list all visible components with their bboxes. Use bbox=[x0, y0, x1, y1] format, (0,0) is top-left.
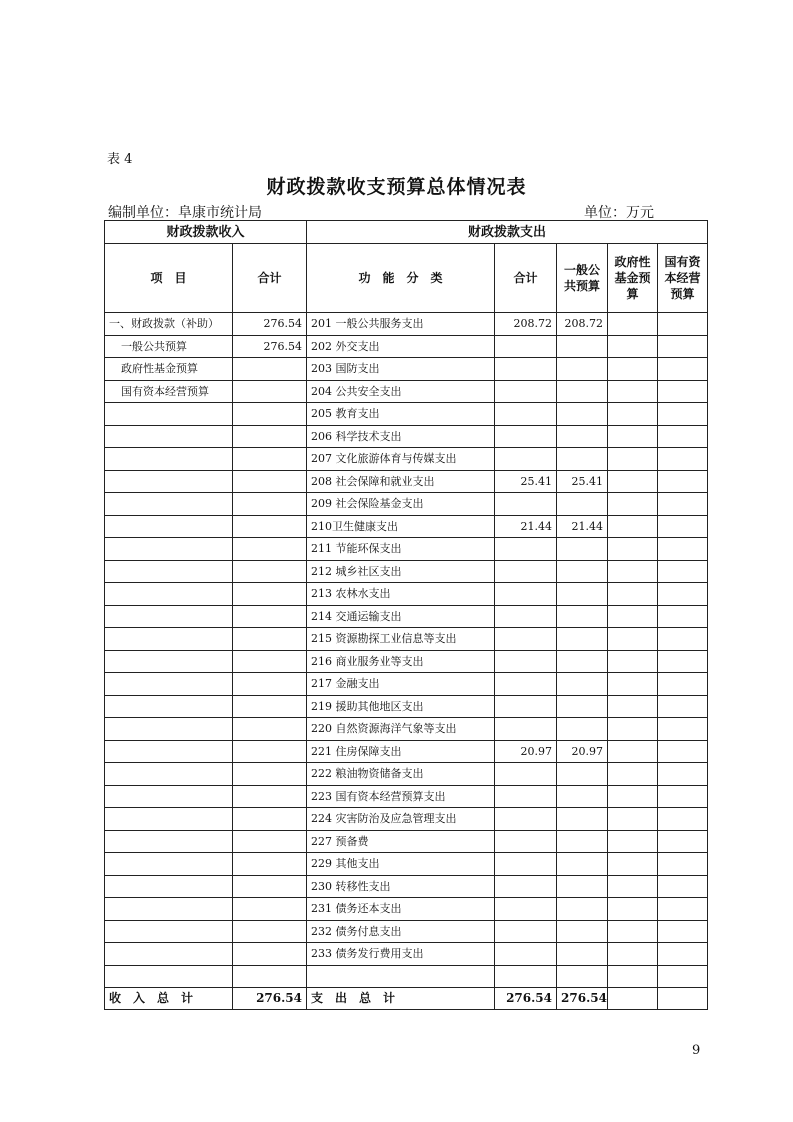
col-total2: 合计 bbox=[495, 244, 557, 313]
table-row bbox=[105, 920, 708, 943]
expense-state-capital-cell bbox=[658, 650, 708, 673]
expense-func-cell: 219 援助其他地区支出 bbox=[307, 695, 495, 718]
income-amount-cell bbox=[233, 695, 307, 718]
income-item-cell bbox=[105, 403, 233, 426]
expense-total-cell bbox=[495, 875, 557, 898]
income-total-label: 收 入 总 计 bbox=[105, 988, 233, 1010]
expense-gov-fund-cell bbox=[608, 583, 658, 606]
expense-total-general: 276.54 bbox=[557, 988, 608, 1010]
expense-state-capital-cell bbox=[658, 628, 708, 651]
income-item-cell bbox=[105, 605, 233, 628]
expense-state-capital-cell bbox=[658, 560, 708, 583]
income-amount-cell bbox=[233, 785, 307, 808]
expense-total-cell bbox=[495, 673, 557, 696]
income-amount-cell bbox=[233, 605, 307, 628]
expense-gov-fund-cell bbox=[608, 740, 658, 763]
table-row bbox=[105, 358, 708, 381]
expense-total-cell bbox=[495, 425, 557, 448]
income-item-cell: 政府性基金预算 bbox=[105, 358, 233, 381]
expense-general-cell bbox=[557, 673, 608, 696]
expense-header: 财政拨款支出 bbox=[307, 221, 708, 244]
table-row bbox=[105, 583, 708, 606]
expense-total-label: 支 出 总 计 bbox=[307, 988, 495, 1010]
expense-state-capital-cell bbox=[658, 673, 708, 696]
expense-state-capital-cell bbox=[658, 538, 708, 561]
table-row bbox=[105, 380, 708, 403]
expense-gov-fund-cell bbox=[608, 965, 658, 988]
expense-general-cell bbox=[557, 605, 608, 628]
income-item-cell: 国有资本经营预算 bbox=[105, 380, 233, 403]
expense-general-cell bbox=[557, 650, 608, 673]
table-row bbox=[105, 853, 708, 876]
expense-state-capital-cell bbox=[658, 425, 708, 448]
expense-gov-fund-cell bbox=[608, 695, 658, 718]
expense-gov-fund-cell bbox=[608, 380, 658, 403]
expense-general-cell: 25.41 bbox=[557, 470, 608, 493]
income-amount-cell bbox=[233, 538, 307, 561]
budget-table bbox=[104, 220, 708, 1010]
expense-state-capital-cell bbox=[658, 830, 708, 853]
col-item: 项 目 bbox=[105, 244, 233, 313]
income-item-cell bbox=[105, 718, 233, 741]
expense-total-cell bbox=[495, 898, 557, 921]
expense-general-cell bbox=[557, 808, 608, 831]
expense-state-capital-cell bbox=[658, 605, 708, 628]
income-amount-cell bbox=[233, 628, 307, 651]
expense-gov-fund-cell bbox=[608, 763, 658, 786]
expense-gov-fund-cell bbox=[608, 448, 658, 471]
expense-func-cell: 222 粮油物资储备支出 bbox=[307, 763, 495, 786]
income-item-cell bbox=[105, 763, 233, 786]
expense-func-cell: 220 自然资源海洋气象等支出 bbox=[307, 718, 495, 741]
expense-func-cell: 201 一般公共服务支出 bbox=[307, 313, 495, 336]
income-amount-cell bbox=[233, 380, 307, 403]
expense-total-cell bbox=[495, 335, 557, 358]
expense-state-capital-cell bbox=[658, 313, 708, 336]
table-row bbox=[105, 965, 708, 988]
expense-general-cell bbox=[557, 538, 608, 561]
org-name: 编制单位：阜康市统计局 bbox=[108, 205, 262, 221]
col-gov-fund: 政府性基金预算 bbox=[608, 244, 658, 313]
table-row bbox=[105, 560, 708, 583]
table-row bbox=[105, 628, 708, 651]
expense-total-cell bbox=[495, 965, 557, 988]
income-amount-cell bbox=[233, 515, 307, 538]
expense-total-cell: 21.44 bbox=[495, 515, 557, 538]
expense-state-capital-cell bbox=[658, 515, 708, 538]
expense-func-cell: 211 节能环保支出 bbox=[307, 538, 495, 561]
expense-gov-fund-cell bbox=[608, 313, 658, 336]
expense-general-cell bbox=[557, 965, 608, 988]
expense-func-cell: 204 公共安全支出 bbox=[307, 380, 495, 403]
expense-general-cell bbox=[557, 358, 608, 381]
expense-state-capital-cell bbox=[658, 583, 708, 606]
income-item-cell bbox=[105, 695, 233, 718]
expense-func-cell: 216 商业服务业等支出 bbox=[307, 650, 495, 673]
expense-state-capital-cell bbox=[658, 920, 708, 943]
expense-general-cell bbox=[557, 560, 608, 583]
col-total: 合计 bbox=[233, 244, 307, 313]
expense-total-cell bbox=[495, 695, 557, 718]
expense-total-cell: 208.72 bbox=[495, 313, 557, 336]
expense-func-cell: 231 债务还本支出 bbox=[307, 898, 495, 921]
expense-general-cell bbox=[557, 493, 608, 516]
expense-func-cell: 208 社会保障和就业支出 bbox=[307, 470, 495, 493]
expense-gov-fund-cell bbox=[608, 875, 658, 898]
expense-state-capital-cell bbox=[658, 695, 708, 718]
expense-total-cell: 25.41 bbox=[495, 470, 557, 493]
unit-label: 单位：万元 bbox=[584, 205, 654, 221]
expense-func-cell: 212 城乡社区支出 bbox=[307, 560, 495, 583]
expense-general-cell bbox=[557, 695, 608, 718]
expense-func-cell: 210卫生健康支出 bbox=[307, 515, 495, 538]
expense-general-cell bbox=[557, 830, 608, 853]
expense-general-cell bbox=[557, 380, 608, 403]
expense-total-cell bbox=[495, 943, 557, 966]
expense-func-cell: 206 科学技术支出 bbox=[307, 425, 495, 448]
income-amount-cell bbox=[233, 898, 307, 921]
income-amount-cell bbox=[233, 808, 307, 831]
income-amount-cell bbox=[233, 493, 307, 516]
table-row bbox=[105, 718, 708, 741]
income-amount-cell bbox=[233, 448, 307, 471]
expense-gov-fund-cell bbox=[608, 830, 658, 853]
col-func: 功 能 分 类 bbox=[307, 244, 495, 313]
expense-total-cell bbox=[495, 830, 557, 853]
expense-total-cell bbox=[495, 583, 557, 606]
expense-gov-fund-cell bbox=[608, 470, 658, 493]
expense-func-cell: 224 灾害防治及应急管理支出 bbox=[307, 808, 495, 831]
expense-gov-fund-cell bbox=[608, 785, 658, 808]
table-row bbox=[105, 695, 708, 718]
table-row bbox=[105, 470, 708, 493]
expense-state-capital-cell bbox=[658, 785, 708, 808]
income-amount-cell bbox=[233, 830, 307, 853]
income-amount-cell: 276.54 bbox=[233, 313, 307, 336]
expense-gov-fund-cell bbox=[608, 808, 658, 831]
table-row bbox=[105, 605, 708, 628]
expense-general-cell bbox=[557, 403, 608, 426]
expense-general-cell bbox=[557, 448, 608, 471]
expense-func-cell: 232 债务付息支出 bbox=[307, 920, 495, 943]
expense-state-capital-cell bbox=[658, 718, 708, 741]
income-item-cell bbox=[105, 425, 233, 448]
table-row bbox=[105, 650, 708, 673]
income-amount-cell bbox=[233, 763, 307, 786]
expense-general-cell: 20.97 bbox=[557, 740, 608, 763]
income-item-cell: 一、财政拨款（补助） bbox=[105, 313, 233, 336]
income-amount-cell bbox=[233, 853, 307, 876]
expense-gov-fund-cell bbox=[608, 403, 658, 426]
table-row bbox=[105, 943, 708, 966]
table-row bbox=[105, 740, 708, 763]
income-amount-cell bbox=[233, 718, 307, 741]
income-amount-cell bbox=[233, 560, 307, 583]
income-amount-cell bbox=[233, 740, 307, 763]
expense-state-capital-cell bbox=[658, 493, 708, 516]
expense-general-cell bbox=[557, 853, 608, 876]
col-general: 一般公共预算 bbox=[557, 244, 608, 313]
totals-row bbox=[105, 988, 708, 1010]
table-row bbox=[105, 493, 708, 516]
income-amount-cell bbox=[233, 470, 307, 493]
income-amount-cell bbox=[233, 583, 307, 606]
expense-general-cell bbox=[557, 425, 608, 448]
table-row bbox=[105, 673, 708, 696]
expense-total-cell bbox=[495, 808, 557, 831]
expense-total-cell bbox=[495, 650, 557, 673]
expense-total-state-capital bbox=[658, 988, 708, 1010]
income-item-cell bbox=[105, 898, 233, 921]
income-item-cell bbox=[105, 515, 233, 538]
expense-func-cell: 233 债务发行费用支出 bbox=[307, 943, 495, 966]
expense-state-capital-cell bbox=[658, 380, 708, 403]
expense-total-cell: 20.97 bbox=[495, 740, 557, 763]
table-row bbox=[105, 403, 708, 426]
income-item-cell bbox=[105, 538, 233, 561]
income-item-cell bbox=[105, 448, 233, 471]
income-item-cell bbox=[105, 785, 233, 808]
table-row bbox=[105, 808, 708, 831]
expense-gov-fund-cell bbox=[608, 718, 658, 741]
expense-gov-fund-cell bbox=[608, 538, 658, 561]
table-row bbox=[105, 515, 708, 538]
expense-func-cell: 209 社会保险基金支出 bbox=[307, 493, 495, 516]
expense-total-amount: 276.54 bbox=[495, 988, 557, 1010]
income-amount-cell bbox=[233, 673, 307, 696]
income-amount-cell bbox=[233, 425, 307, 448]
expense-general-cell bbox=[557, 335, 608, 358]
expense-gov-fund-cell bbox=[608, 898, 658, 921]
income-item-cell bbox=[105, 808, 233, 831]
table-row bbox=[105, 875, 708, 898]
expense-state-capital-cell bbox=[658, 898, 708, 921]
expense-gov-fund-cell bbox=[608, 943, 658, 966]
table-row bbox=[105, 335, 708, 358]
table-row bbox=[105, 448, 708, 471]
expense-general-cell bbox=[557, 898, 608, 921]
expense-func-cell: 202 外交支出 bbox=[307, 335, 495, 358]
expense-total-cell bbox=[495, 718, 557, 741]
expense-state-capital-cell bbox=[658, 448, 708, 471]
expense-state-capital-cell bbox=[658, 808, 708, 831]
expense-gov-fund-cell bbox=[608, 335, 658, 358]
income-item-cell bbox=[105, 965, 233, 988]
expense-func-cell: 214 交通运输支出 bbox=[307, 605, 495, 628]
expense-total-cell bbox=[495, 560, 557, 583]
income-amount-cell bbox=[233, 920, 307, 943]
expense-state-capital-cell bbox=[658, 335, 708, 358]
expense-func-cell: 217 金融支出 bbox=[307, 673, 495, 696]
income-amount-cell bbox=[233, 358, 307, 381]
income-header: 财政拨款收入 bbox=[105, 221, 307, 244]
col-state-capital: 国有资本经营预算 bbox=[658, 244, 708, 313]
expense-state-capital-cell bbox=[658, 470, 708, 493]
income-item-cell bbox=[105, 493, 233, 516]
subheader bbox=[108, 202, 708, 222]
income-amount-cell bbox=[233, 875, 307, 898]
expense-state-capital-cell bbox=[658, 853, 708, 876]
expense-total-gov-fund bbox=[608, 988, 658, 1010]
expense-func-cell: 229 其他支出 bbox=[307, 853, 495, 876]
expense-state-capital-cell bbox=[658, 875, 708, 898]
income-amount-cell bbox=[233, 943, 307, 966]
income-item-cell bbox=[105, 583, 233, 606]
expense-total-cell bbox=[495, 628, 557, 651]
expense-func-cell bbox=[307, 965, 495, 988]
income-item-cell bbox=[105, 650, 233, 673]
expense-total-cell bbox=[495, 403, 557, 426]
expense-state-capital-cell bbox=[658, 403, 708, 426]
income-item-cell bbox=[105, 560, 233, 583]
expense-func-cell: 205 教育支出 bbox=[307, 403, 495, 426]
expense-state-capital-cell bbox=[658, 358, 708, 381]
expense-gov-fund-cell bbox=[608, 515, 658, 538]
expense-func-cell: 230 转移性支出 bbox=[307, 875, 495, 898]
expense-gov-fund-cell bbox=[608, 853, 658, 876]
income-total-amount: 276.54 bbox=[233, 988, 307, 1010]
expense-gov-fund-cell bbox=[608, 628, 658, 651]
income-item-cell bbox=[105, 920, 233, 943]
expense-gov-fund-cell bbox=[608, 920, 658, 943]
expense-gov-fund-cell bbox=[608, 650, 658, 673]
expense-total-cell bbox=[495, 853, 557, 876]
income-item-cell bbox=[105, 740, 233, 763]
expense-func-cell: 215 资源勘探工业信息等支出 bbox=[307, 628, 495, 651]
expense-general-cell bbox=[557, 763, 608, 786]
expense-gov-fund-cell bbox=[608, 425, 658, 448]
table-row bbox=[105, 785, 708, 808]
expense-general-cell bbox=[557, 920, 608, 943]
expense-gov-fund-cell bbox=[608, 493, 658, 516]
income-item-cell bbox=[105, 470, 233, 493]
income-item-cell bbox=[105, 853, 233, 876]
expense-func-cell: 207 文化旅游体育与传媒支出 bbox=[307, 448, 495, 471]
expense-general-cell bbox=[557, 583, 608, 606]
income-item-cell bbox=[105, 943, 233, 966]
expense-general-cell bbox=[557, 875, 608, 898]
table-row bbox=[105, 898, 708, 921]
expense-func-cell: 203 国防支出 bbox=[307, 358, 495, 381]
expense-state-capital-cell bbox=[658, 740, 708, 763]
expense-total-cell bbox=[495, 493, 557, 516]
income-amount-cell bbox=[233, 650, 307, 673]
expense-gov-fund-cell bbox=[608, 560, 658, 583]
expense-total-cell bbox=[495, 605, 557, 628]
expense-gov-fund-cell bbox=[608, 358, 658, 381]
expense-general-cell: 21.44 bbox=[557, 515, 608, 538]
expense-total-cell bbox=[495, 920, 557, 943]
expense-general-cell bbox=[557, 785, 608, 808]
expense-func-cell: 223 国有资本经营预算支出 bbox=[307, 785, 495, 808]
income-item-cell bbox=[105, 628, 233, 651]
income-amount-cell: 276.54 bbox=[233, 335, 307, 358]
expense-func-cell: 213 农林水支出 bbox=[307, 583, 495, 606]
table-row bbox=[105, 425, 708, 448]
page-title: 财政拨款收支预算总体情况表 bbox=[266, 176, 527, 198]
expense-total-cell bbox=[495, 763, 557, 786]
expense-total-cell bbox=[495, 380, 557, 403]
page-number: 9 bbox=[692, 1043, 701, 1058]
income-amount-cell bbox=[233, 403, 307, 426]
income-amount-cell bbox=[233, 965, 307, 988]
table-row bbox=[105, 830, 708, 853]
expense-state-capital-cell bbox=[658, 763, 708, 786]
expense-func-cell: 227 预备费 bbox=[307, 830, 495, 853]
expense-state-capital-cell bbox=[658, 943, 708, 966]
expense-total-cell bbox=[495, 785, 557, 808]
expense-gov-fund-cell bbox=[608, 673, 658, 696]
expense-gov-fund-cell bbox=[608, 605, 658, 628]
expense-total-cell bbox=[495, 448, 557, 471]
expense-general-cell: 208.72 bbox=[557, 313, 608, 336]
expense-general-cell bbox=[557, 943, 608, 966]
expense-total-cell bbox=[495, 538, 557, 561]
income-item-cell bbox=[105, 875, 233, 898]
income-item-cell: 一般公共预算 bbox=[105, 335, 233, 358]
income-item-cell bbox=[105, 673, 233, 696]
table-number-label: 表 4 bbox=[107, 152, 133, 167]
table-row bbox=[105, 313, 708, 336]
expense-general-cell bbox=[557, 628, 608, 651]
expense-total-cell bbox=[495, 358, 557, 381]
income-item-cell bbox=[105, 830, 233, 853]
expense-func-cell: 221 住房保障支出 bbox=[307, 740, 495, 763]
table-row bbox=[105, 763, 708, 786]
table-row bbox=[105, 538, 708, 561]
expense-state-capital-cell bbox=[658, 965, 708, 988]
expense-general-cell bbox=[557, 718, 608, 741]
